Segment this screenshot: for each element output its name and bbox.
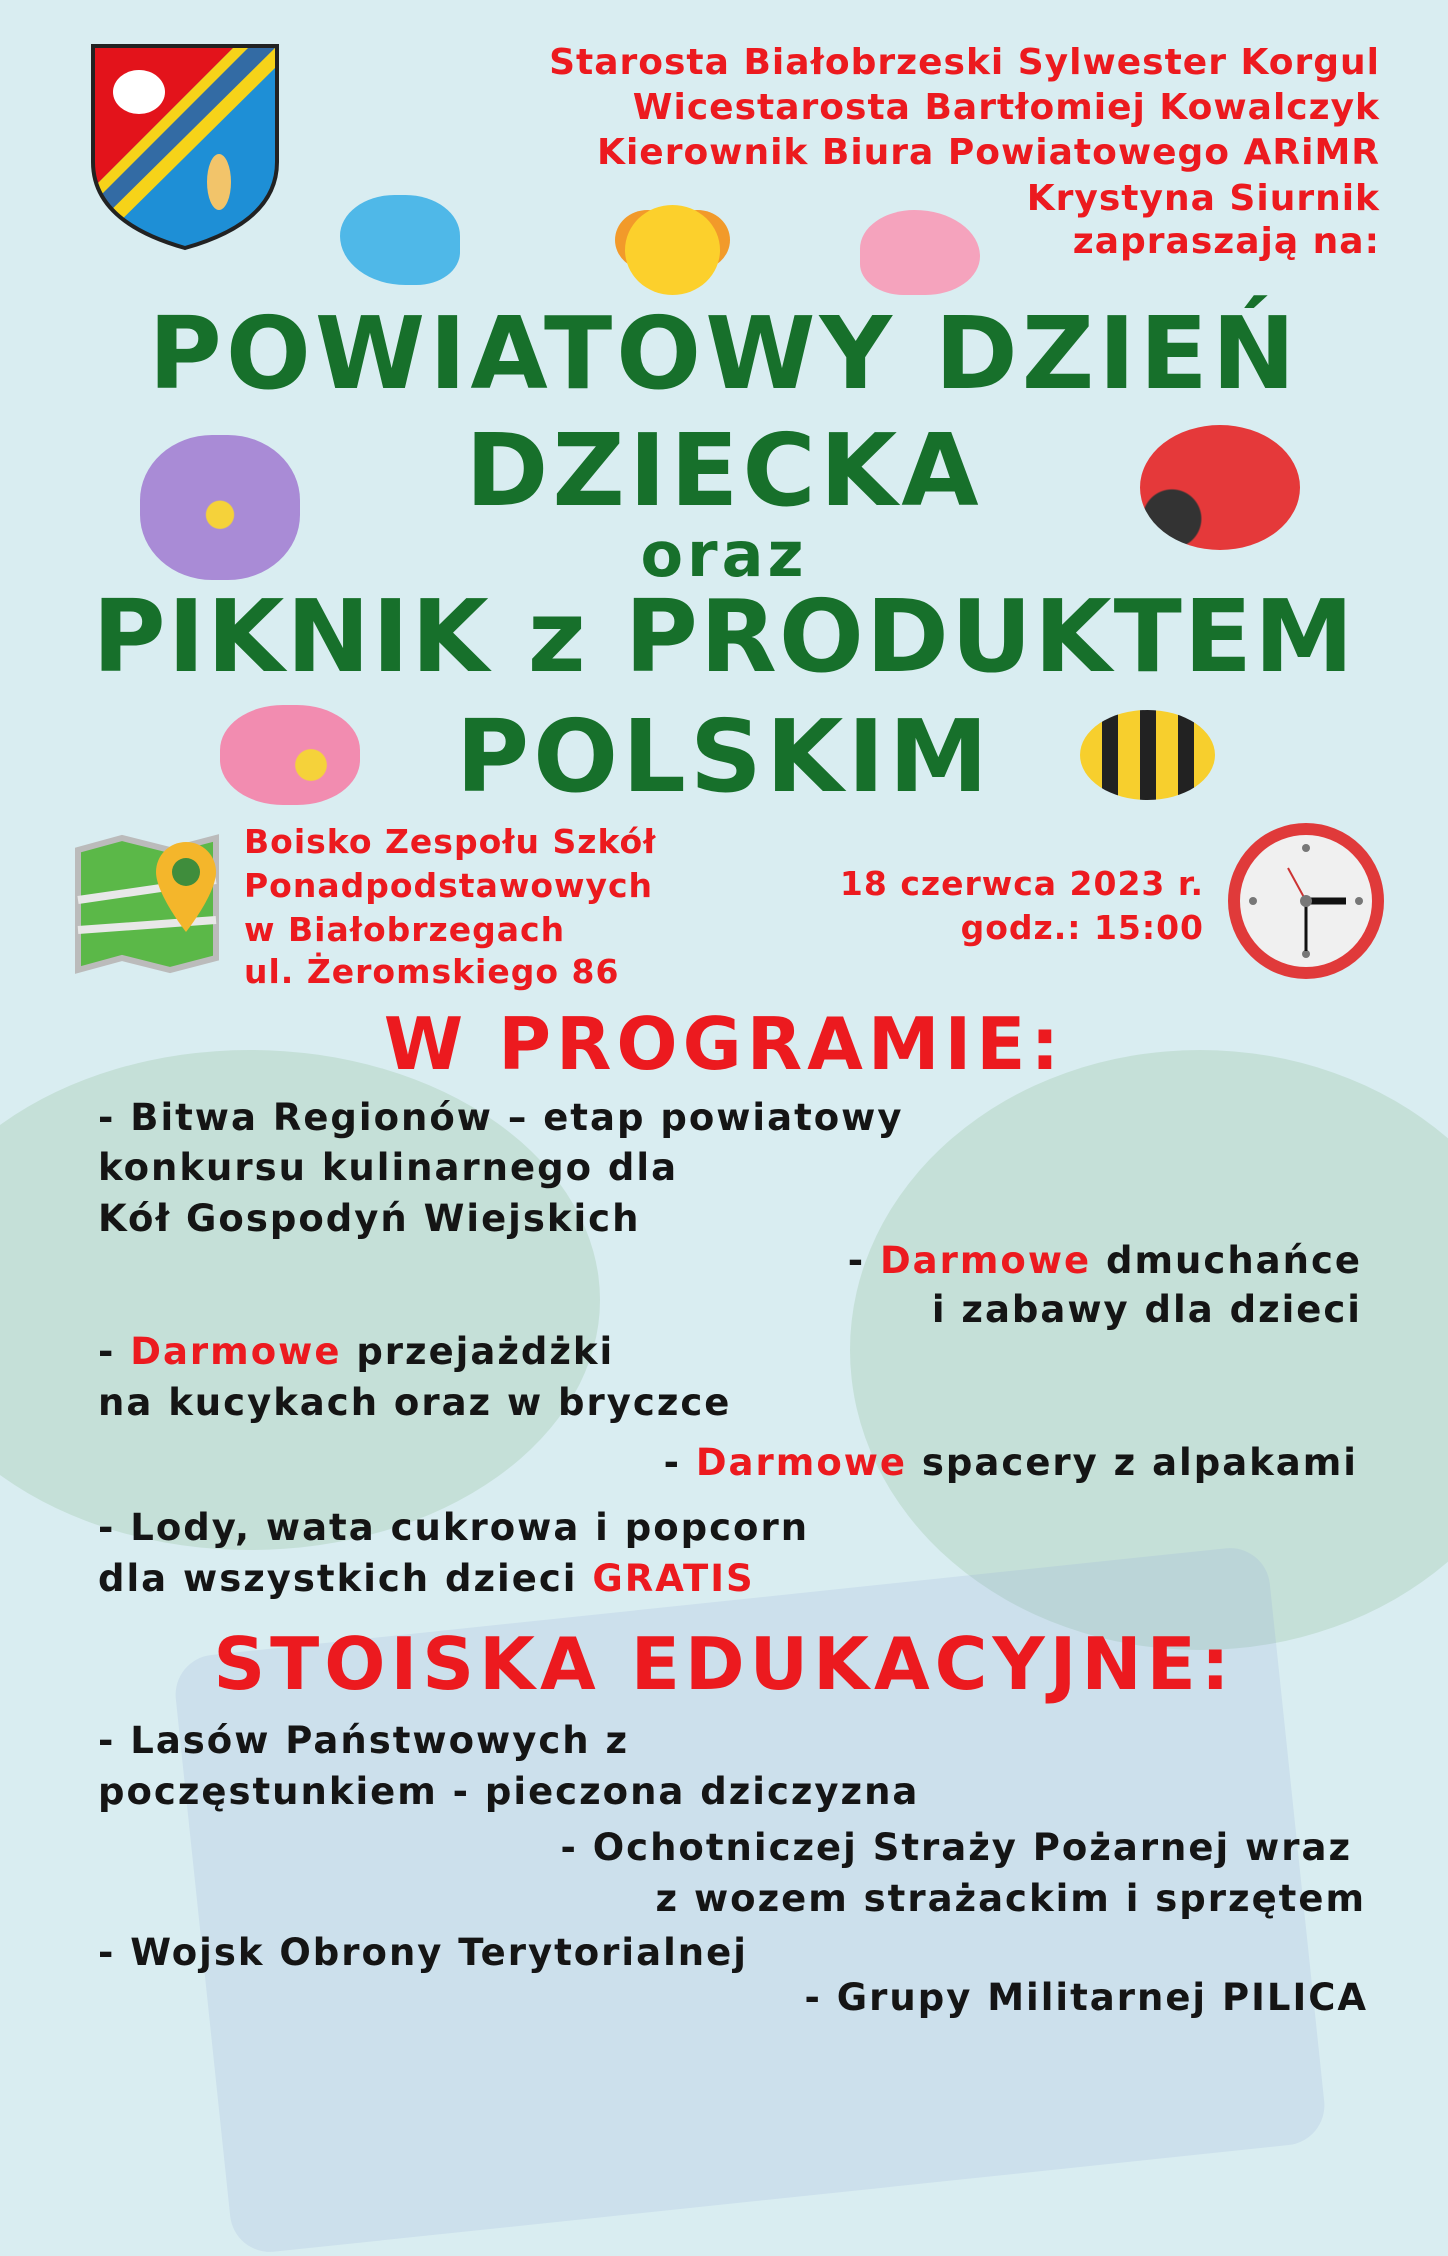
event-time: godz.: 15:00 [960, 908, 1204, 947]
item-text: spacery z alpakami [907, 1441, 1358, 1484]
item-prefix: - [98, 1330, 131, 1373]
location-line: w Białobrzegach [244, 910, 566, 949]
stand-item: z wozem strażackim i sprzętem [655, 1877, 1366, 1920]
title-line: PIKNIK z PRODUKTEM [92, 578, 1356, 695]
header-line: Starosta Białobrzeski Sylwester Korgul [549, 42, 1380, 83]
event-date: 18 czerwca 2023 r. [839, 864, 1204, 903]
program-item [98, 1329, 614, 1375]
stand-item: - Wojsk Obrony Terytorialnej [98, 1931, 748, 1974]
program-heading: W PROGRAMIE: [383, 1002, 1065, 1086]
program-item: - Bitwa Regionów – etap powiatowy [98, 1096, 904, 1139]
pink-bird-illustration [860, 210, 980, 295]
map-pin-icon [74, 830, 220, 976]
blue-bird-illustration [340, 195, 460, 285]
stand-item: poczęstunkiem - pieczona dziczyzna [98, 1770, 920, 1813]
item-text: przejażdżki [341, 1330, 615, 1373]
item-prefix: - [847, 1239, 880, 1282]
program-item: i zabawy dla dzieci [931, 1288, 1362, 1331]
header-line: Krystyna Siurnik [1026, 178, 1380, 219]
header-line: Wicestarosta Bartłomiej Kowalczyk [632, 87, 1380, 128]
title-line: oraz [640, 518, 808, 591]
program-item: - Lody, wata cukrowa i popcorn [98, 1506, 810, 1549]
clock-icon [1228, 823, 1384, 979]
item-highlight: Darmowe [130, 1330, 342, 1373]
title-line: POWIATOWY DZIEŃ [148, 295, 1300, 412]
coat-of-arms-logo [89, 42, 281, 252]
location-line: ul. Żeromskiego 86 [244, 952, 620, 991]
item-highlight: Darmowe [695, 1441, 908, 1484]
item-prefix: - [663, 1441, 696, 1484]
title-line: POLSKIM [455, 698, 993, 815]
stand-item: - Lasów Państwowych z [98, 1719, 630, 1762]
program-item [848, 1238, 1362, 1284]
item-highlight: GRATIS [592, 1557, 755, 1600]
program-item: konkursu kulinarnego dla [98, 1146, 679, 1189]
program-item [98, 1556, 755, 1602]
header-line: zapraszają na: [1072, 221, 1380, 262]
item-text: dla wszystkich dzieci [98, 1557, 593, 1600]
header-line: Kierownik Biura Powiatowego ARiMR [597, 132, 1380, 173]
stand-item: - Grupy Militarnej PILICA [804, 1976, 1368, 2019]
program-item [664, 1440, 1358, 1486]
item-text: dmuchańce [1091, 1239, 1362, 1282]
location-line: Boisko Zespołu Szkół [244, 822, 657, 861]
program-item: Kół Gospodyń Wiejskich [98, 1197, 641, 1240]
title-line: DZIECKA [465, 412, 983, 529]
program-item: na kucykach oraz w bryczce [98, 1381, 732, 1424]
stands-heading: STOISKA EDUKACYJNE: [213, 1622, 1235, 1706]
item-highlight: Darmowe [879, 1239, 1092, 1282]
yellow-bird-illustration [625, 205, 720, 295]
location-line: Ponadpodstawowych [244, 866, 654, 905]
stand-item: - Ochotniczej Straży Pożarnej wraz [560, 1826, 1352, 1869]
